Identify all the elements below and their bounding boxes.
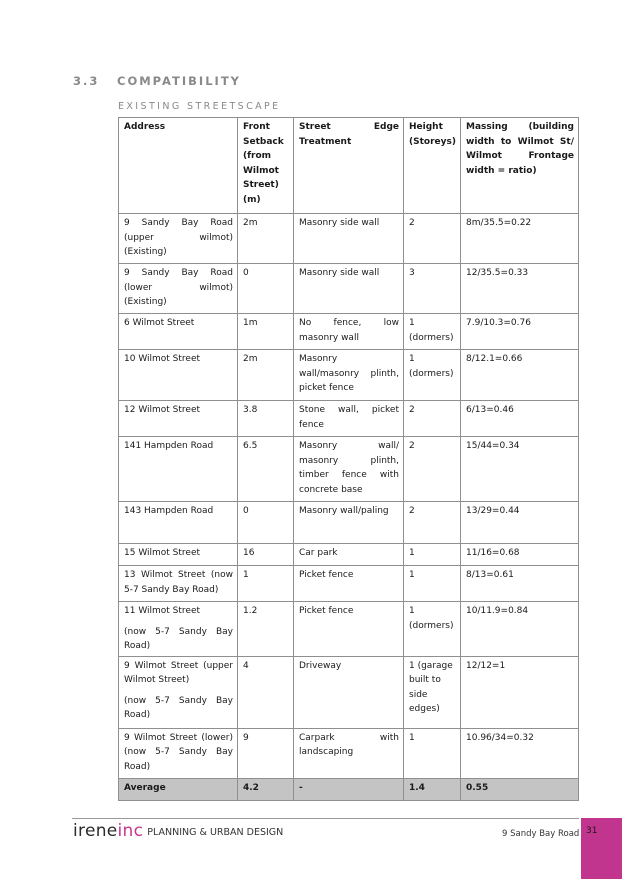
header-height: Height (Storeys): [404, 118, 461, 214]
table-row: [119, 214, 579, 264]
cell-edge-treatment: Masonry side wall: [294, 214, 404, 264]
table-row: [119, 401, 579, 437]
cell-height: 1 (dormers): [404, 314, 461, 350]
cell-setback: 1: [238, 566, 294, 602]
address-line: 143 Hampden Road: [124, 506, 214, 516]
table-row: [119, 544, 579, 566]
cell-height: 2: [404, 214, 461, 264]
average-row: [119, 778, 579, 800]
cell-address: [119, 602, 238, 657]
cell-massing: 10.96/34=0.32: [461, 728, 579, 778]
company-logo: [73, 821, 283, 841]
address-line: 15 Wilmot Street: [124, 548, 201, 558]
address-line: 13 Wilmot Street (now 5-7 Sandy Bay Road): [124, 570, 233, 595]
logo-brand-inc: inc: [117, 821, 144, 841]
table-row: [119, 728, 579, 778]
cell-massing: 15/44=0.34: [461, 437, 579, 502]
average-height: 1.4: [404, 778, 461, 800]
cell-height: 2: [404, 401, 461, 437]
cell-setback: 3.8: [238, 401, 294, 437]
cell-height: 1 (dormers): [404, 602, 461, 657]
cell-address: [119, 214, 238, 264]
cell-setback: 1m: [238, 314, 294, 350]
cell-address: [119, 314, 238, 350]
average-label: Average: [119, 778, 238, 800]
cell-edge-treatment: Picket fence: [294, 602, 404, 657]
address-line: 9 Sandy Bay Road (lower wilmot) (Existing): [124, 268, 233, 307]
cell-address: [119, 544, 238, 566]
cell-setback: 9: [238, 728, 294, 778]
section-subtitle: EXISTING STREETSCAPE: [118, 101, 281, 112]
header-massing: Massing (building width to Wilmot St/ Wilmot Frontage width = ratio): [461, 118, 579, 214]
average-massing: 0.55: [461, 778, 579, 800]
table-row: [119, 566, 579, 602]
cell-setback: 0: [238, 264, 294, 314]
address-line: 9 Wilmot Street (upper Wilmot Street): [124, 660, 233, 685]
cell-address: [119, 264, 238, 314]
cell-setback: 1.2: [238, 602, 294, 657]
cell-massing: 8/13=0.61: [461, 566, 579, 602]
cell-setback: 6.5: [238, 437, 294, 502]
address-line: 141 Hampden Road: [124, 441, 214, 451]
table-row: [119, 437, 579, 502]
cell-edge-treatment: Masonry side wall: [294, 264, 404, 314]
cell-address: [119, 401, 238, 437]
address-line: 11 Wilmot Street: [124, 606, 201, 616]
cell-edge-treatment: Carpark with landscaping: [294, 728, 404, 778]
address-line: 6 Wilmot Street: [124, 318, 195, 328]
cell-setback: 2m: [238, 350, 294, 401]
cell-edge-treatment: Masonry wall/paling: [294, 502, 404, 544]
table-row: [119, 350, 579, 401]
cell-massing: 11/16=0.68: [461, 544, 579, 566]
streetscape-table: [118, 117, 579, 801]
cell-massing: 12/12=1: [461, 656, 579, 728]
cell-edge-treatment: Driveway: [294, 656, 404, 728]
table-row: [119, 264, 579, 314]
cell-massing: 6/13=0.46: [461, 401, 579, 437]
header-front-setback: Front Setback (from Wilmot Street) (m): [238, 118, 294, 214]
cell-address: [119, 728, 238, 778]
cell-setback: 2m: [238, 214, 294, 264]
section-heading: [73, 74, 241, 88]
cell-massing: 8m/35.5=0.22: [461, 214, 579, 264]
header-street-edge: Street Edge Treatment: [294, 118, 404, 214]
cell-height: 1 (dormers): [404, 350, 461, 401]
cell-height: 1: [404, 544, 461, 566]
logo-brand-irene: irene: [73, 821, 118, 841]
cell-setback: 16: [238, 544, 294, 566]
cell-setback: 0: [238, 502, 294, 544]
cell-height: 2: [404, 437, 461, 502]
address-line: 9 Sandy Bay Road (upper wilmot) (Existing): [124, 218, 233, 257]
cell-address: [119, 656, 238, 728]
footer-doc-title: 9 Sandy Bay Road: [502, 829, 580, 839]
average-setback: 4.2: [238, 778, 294, 800]
address-line: 10 Wilmot Street: [124, 354, 201, 364]
cell-massing: 7.9/10.3=0.76: [461, 314, 579, 350]
table-header-row: [119, 118, 579, 214]
cell-address: [119, 566, 238, 602]
cell-height: 2: [404, 502, 461, 544]
cell-massing: 10/11.9=0.84: [461, 602, 579, 657]
cell-address: [119, 437, 238, 502]
cell-edge-treatment: Car park: [294, 544, 404, 566]
cell-edge-treatment: Masonry wall/ masonry plinth, timber fence with concrete base: [294, 437, 404, 502]
table-row: [119, 502, 579, 544]
page-number: 31: [586, 826, 598, 836]
cell-edge-treatment: Masonry wall/masonry plinth, picket fence: [294, 350, 404, 401]
cell-setback: 4: [238, 656, 294, 728]
cell-height: 3: [404, 264, 461, 314]
footer-rule: [72, 818, 579, 819]
cell-height: 1: [404, 566, 461, 602]
cell-edge-treatment: Picket fence: [294, 566, 404, 602]
cell-edge-treatment: No fence, low masonry wall: [294, 314, 404, 350]
average-edge-treatment: -: [294, 778, 404, 800]
page-number-box: [581, 818, 622, 879]
address-line: (now 5-7 Sandy Bay Road): [124, 695, 233, 720]
section-number: 3.3: [73, 74, 100, 88]
table-row: [119, 656, 579, 728]
logo-tagline: PLANNING & URBAN DESIGN: [147, 827, 284, 838]
section-title: COMPATIBILITY: [117, 74, 241, 88]
header-address: Address: [119, 118, 238, 214]
cell-height: 1 (garage built to side edges): [404, 656, 461, 728]
cell-massing: 12/35.5=0.33: [461, 264, 579, 314]
cell-massing: 13/29=0.44: [461, 502, 579, 544]
cell-massing: 8/12.1=0.66: [461, 350, 579, 401]
address-line: (now 5-7 Sandy Bay Road): [124, 626, 233, 651]
table-row: [119, 602, 579, 657]
cell-address: [119, 502, 238, 544]
address-line: 9 Wilmot Street (lower) (now 5-7 Sandy Bay Road): [124, 732, 233, 772]
cell-height: 1: [404, 728, 461, 778]
cell-edge-treatment: Stone wall, picket fence: [294, 401, 404, 437]
cell-address: [119, 350, 238, 401]
address-line: 12 Wilmot Street: [124, 405, 201, 415]
table-row: [119, 314, 579, 350]
